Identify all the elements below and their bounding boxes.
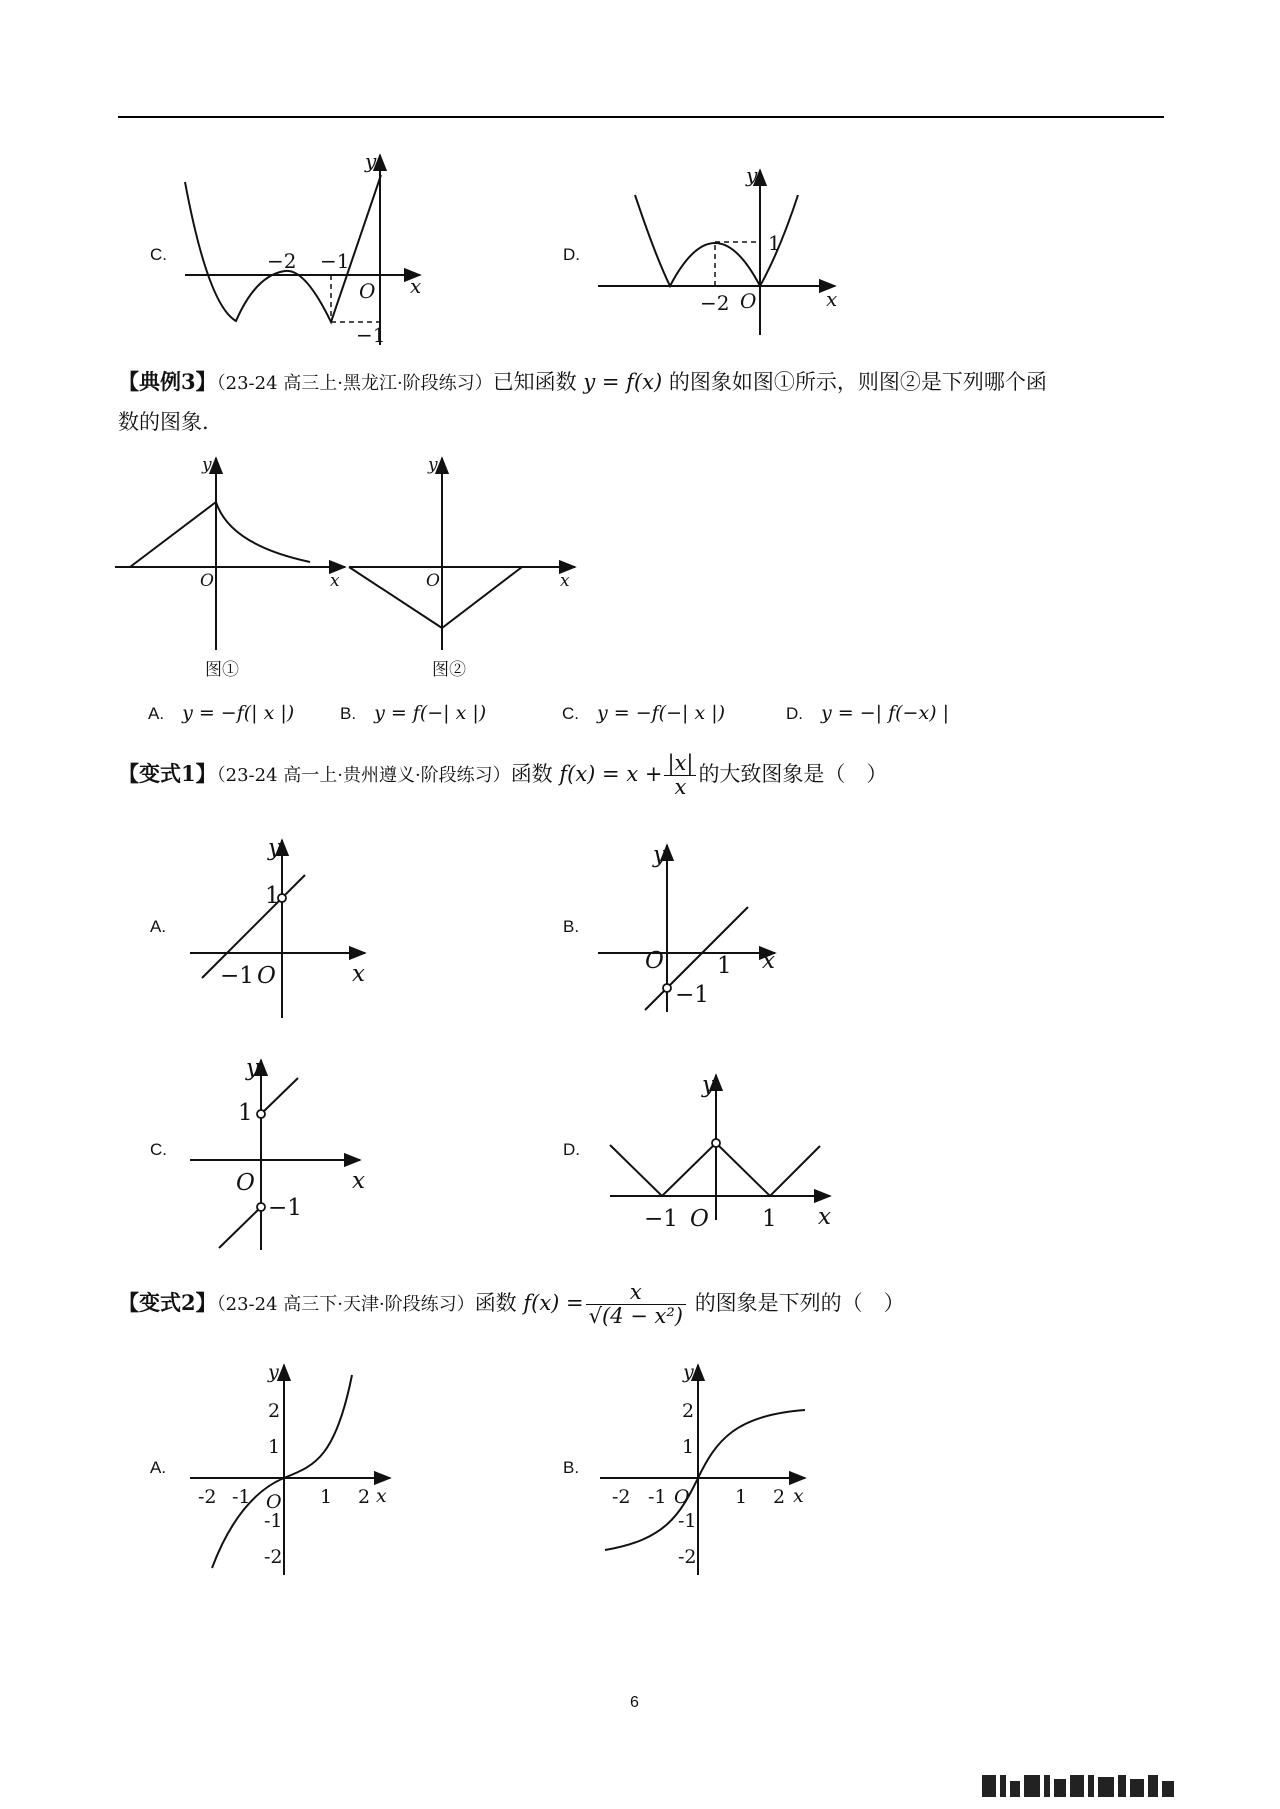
v1-graph-d (610, 1075, 830, 1220)
variant1-lhs: f(x) = x + (559, 762, 663, 787)
v1c-o: O (236, 1170, 255, 1196)
v2b-ym1: -1 (678, 1510, 697, 1532)
v2b-o: O (674, 1486, 690, 1508)
v1c-x: x (352, 1168, 365, 1194)
v2-option-b[interactable]: B. (563, 1458, 580, 1477)
v1b-t1: 1 (717, 953, 732, 979)
v1-option-b[interactable]: B. (563, 917, 580, 936)
v1-option-a[interactable]: A. (150, 917, 167, 936)
variant1-fraction: $\frac{|x|}{x}$ (664, 752, 696, 799)
v2b-y2: 2 (682, 1400, 695, 1422)
v1a-x: x (352, 961, 365, 987)
v2-graph-b (600, 1365, 805, 1575)
v2a-y: y (268, 1361, 279, 1383)
example3-tag: 【典例3】 (118, 369, 217, 394)
v1d-y: y (702, 1072, 715, 1098)
v2a-ym2: -2 (264, 1546, 283, 1568)
fig1-caption: 图① (205, 660, 239, 680)
v2a-y2: 2 (268, 1400, 281, 1422)
gc-origin: O (359, 279, 376, 303)
v2a-x2: 2 (358, 1486, 371, 1508)
gd-tick-m2: −2 (700, 291, 730, 315)
watermark-bars (982, 1775, 1178, 1797)
variant1-text2: 的大致图象是（ ） (698, 762, 888, 787)
v1d-open-point (712, 1139, 720, 1147)
fig1-x-label: x (330, 571, 340, 591)
example3-text2: 的图象如图①所示，则图②是下列哪个函 (668, 370, 1047, 394)
v1d-x: x (818, 1204, 831, 1230)
v1c-open-point-top (257, 1110, 265, 1118)
fig2-caption: 图② (432, 660, 466, 680)
example3-func: y = f(x) (583, 370, 663, 394)
option-c-label[interactable]: C. (150, 245, 167, 264)
gc-x-label: x (410, 274, 422, 298)
v1-option-d[interactable]: D. (563, 1140, 580, 1159)
v2a-ym1: -1 (264, 1510, 283, 1532)
fig2-y-label: y (428, 455, 438, 475)
example3-answer-c[interactable]: C. y = −f(−| x |) (562, 702, 726, 724)
v2b-x1: 1 (735, 1486, 748, 1508)
v1a-o: O (257, 963, 276, 989)
v1c-open-point-bottom (257, 1203, 265, 1211)
gd-origin: O (740, 289, 757, 313)
gd-x-label: x (826, 287, 838, 311)
v2a-y1: 1 (268, 1436, 281, 1458)
v1c-t2: −1 (268, 1195, 302, 1221)
v1c-y: y (246, 1055, 259, 1081)
graph-c (185, 155, 420, 345)
v1d-t1: −1 (644, 1206, 678, 1232)
example3-text3: 数的图象. (118, 409, 209, 434)
variant2-source: （23-24 高三下·天津·阶段练习） (216, 1294, 475, 1316)
figure-2 (349, 458, 575, 650)
v1a-y: y (268, 835, 281, 861)
v1b-o: O (645, 948, 664, 974)
v2b-x: x (793, 1485, 804, 1507)
fig1-y-label: y (202, 455, 212, 475)
page-number: 6 (630, 1694, 639, 1711)
figure-1 (115, 458, 345, 650)
example3-text1: 已知函数 (492, 370, 577, 394)
v2b-ym2: -2 (678, 1546, 697, 1568)
example3-answer-a[interactable]: A. y = −f(| x |) (148, 702, 295, 724)
variant1-tag: 【变式1】 (118, 761, 217, 787)
v2-option-a[interactable]: A. (150, 1458, 167, 1477)
example3-answer-d[interactable]: D. y = −| f(−x) | (786, 702, 950, 724)
v1-graph-a (190, 840, 365, 1018)
gc-y-label: y (365, 149, 377, 173)
v1d-o: O (690, 1206, 709, 1232)
v2a-xm1: -1 (232, 1486, 251, 1508)
v2b-x2: 2 (773, 1486, 786, 1508)
v2a-xm2: -2 (198, 1486, 217, 1508)
v1b-open-point (663, 984, 671, 992)
gc-tick-m2: −2 (267, 249, 297, 273)
variant2-tag: 【变式2】 (118, 1290, 217, 1316)
variant2-text2: 的图象是下列的（ ） (694, 1291, 905, 1316)
gd-y-label: y (746, 163, 758, 187)
v1b-t2: −1 (675, 982, 709, 1008)
v1a-t1: 1 (265, 883, 280, 909)
example3-source: （23-24 高三上·黑龙江·阶段练习） (216, 373, 493, 394)
gd-tick-1: 1 (768, 231, 781, 255)
v1-graph-c (190, 1060, 360, 1250)
example3-answer-b[interactable]: B. y = f(−| x |) (340, 702, 487, 724)
v2a-x1: 1 (320, 1486, 333, 1508)
v1c-t1: 1 (238, 1100, 253, 1126)
variant2-text1: 函数 (474, 1291, 517, 1316)
variant2-lhs: f(x) = (523, 1291, 584, 1316)
v1a-t2: −1 (220, 963, 254, 989)
v2a-x: x (376, 1485, 387, 1507)
variant2-fraction: $\frac{x}{\text{√(4 − x²)}}$ (586, 1281, 686, 1328)
v2b-y1: 1 (682, 1436, 695, 1458)
variant1-text1: 函数 (510, 762, 553, 787)
variant1-source: （23-24 高一上·贵州遵义·阶段练习） (216, 765, 511, 787)
v2-graph-a (190, 1365, 390, 1575)
gc-tick-m1x: −1 (320, 249, 350, 273)
v1b-x: x (762, 948, 775, 974)
v1-option-c[interactable]: C. (150, 1140, 167, 1159)
fig1-origin: O (200, 571, 214, 591)
v1b-y: y (653, 842, 666, 868)
fig2-origin: O (426, 571, 440, 591)
gc-tick-m1y: −1 (356, 323, 386, 347)
v2b-xm2: -2 (612, 1486, 631, 1508)
fig2-x-label: x (560, 571, 570, 591)
option-d-label[interactable]: D. (563, 245, 580, 264)
v1d-t2: 1 (762, 1206, 777, 1232)
v2b-xm1: -1 (648, 1486, 667, 1508)
v2a-o: O (266, 1491, 282, 1513)
v2b-y: y (683, 1361, 694, 1383)
